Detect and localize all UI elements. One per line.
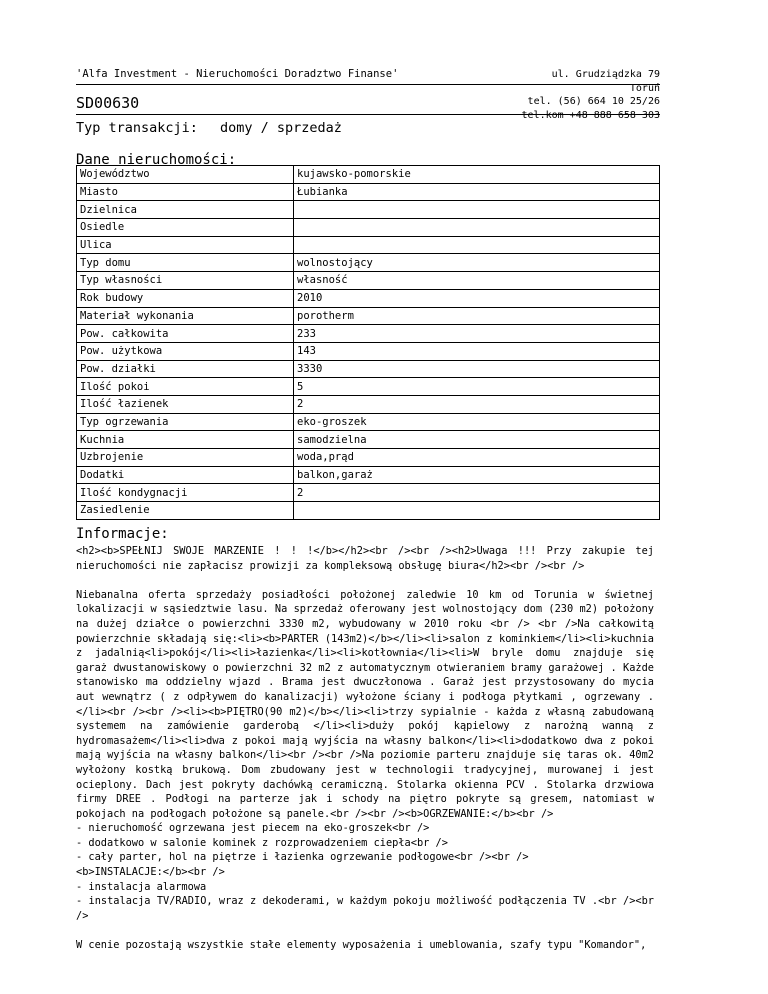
property-row [77, 449, 660, 467]
property-row [77, 254, 660, 272]
property-row [77, 484, 660, 502]
property-value: 2010 [294, 289, 660, 307]
property-row [77, 342, 660, 360]
property-value: 233 [294, 325, 660, 343]
property-key: Zasiedlenie [77, 502, 294, 520]
property-value [294, 236, 660, 254]
property-row [77, 201, 660, 219]
offer-code: SD00630 [76, 94, 140, 112]
transaction-value: domy / sprzedaż [220, 120, 342, 136]
property-row [77, 431, 660, 449]
property-value: 143 [294, 342, 660, 360]
property-key: Ilość kondygnacji [77, 484, 294, 502]
property-value: 5 [294, 378, 660, 396]
property-row [77, 360, 660, 378]
property-row [77, 466, 660, 484]
property-key: Ilość łazienek [77, 395, 294, 413]
property-value: własność [294, 272, 660, 290]
property-row [77, 272, 660, 290]
property-key: Osiedle [77, 219, 294, 237]
company-name: 'Alfa Investment - Nieruchomości Doradztwo Finanse' [76, 68, 399, 80]
property-key: Typ domu [77, 254, 294, 272]
property-key: Rok budowy [77, 289, 294, 307]
address-phone: tel. (56) 664 10 25/26 [527, 96, 660, 107]
property-key: Kuchnia [77, 431, 294, 449]
property-row [77, 183, 660, 201]
property-key: Dodatki [77, 466, 294, 484]
property-row [77, 502, 660, 520]
property-key: Uzbrojenie [77, 449, 294, 467]
property-row [77, 289, 660, 307]
property-row [77, 413, 660, 431]
property-section-title: Dane nieruchomości: [76, 152, 237, 168]
property-key: Typ własności [77, 272, 294, 290]
property-row [77, 395, 660, 413]
property-value: 3330 [294, 360, 660, 378]
property-value: wolnostojący [294, 254, 660, 272]
property-key: Pow. użytkowa [77, 342, 294, 360]
property-value: 2 [294, 395, 660, 413]
property-value: porotherm [294, 307, 660, 325]
address-mobile: tel.kom +48 888 658 303 [521, 109, 660, 121]
property-value: kujawsko-pomorskie [294, 166, 660, 184]
property-value: balkon,garaż [294, 466, 660, 484]
property-value: woda,prąd [294, 449, 660, 467]
header-divider [76, 84, 660, 85]
property-row [77, 325, 660, 343]
property-value [294, 201, 660, 219]
property-row [77, 307, 660, 325]
info-text: <h2><b>SPEŁNIJ SWOJE MARZENIE ! ! !</b></h2><br /><br /><h2>Uwaga !!! Przy zakupie tej nieruchomości nie zapłacisz prowizji za kompleksową obsługę biura</h2><br /><br /> Niebanalna oferta sprzedaży posiadłości położonej zaledwie 10 km od Torunia w świetnej lokalizacji w sąsiedztwie lasu. Na sprzedaż oferowany jest wolnostojący dom (230 m2) położony na dużej działce o powierzchni 3330 m2, wybudowany w 2010 roku <br /> <br />Na całkowitą powierzchnie składają się:<li><b>PARTER (143m2)</b></li><li>salon z kominkiem</li><li>kuchnia z jadalnią<li>pokój</li><li>łazienka</li><li>kotłownia</li><li>W bryle domu znajduje się garaż dwustanowiskowy o powierzchni 32 m2 z automatycznym otwieraniem bramy garażowej . Każde stanowisko ma oddzielny wjazd . Brama jest dwuczłonowa . Garaż jest przystosowany do mycia aut wewnątrz ( z odpływem do kanalizacji) wyłożone ściany i podłoga płytkami , ogrzewany .</li><br /><br /><li><b>PIĘTRO(90 m2)</b></li><li>trzy sypialnie - każda z własną zabudowaną systemem na zamówienie garderobą </li><li>duży pokój kąpielowy z narożną wanną z hydromasażem</li><li>dwa z pokoi mają wyjścia na własny balkon</li><li>dodatkowo dwa z pokoi mają wyjścia na własny balkon</li><br /><br />Na poziomie parteru znajduje się taras ok. 40m2 wyłożony kostką brukową. Dom zbudowany jest w technologii tradycyjnej, murowanej i jest ocieplony. Dach jest pokryty dachówką ceramiczną. Stolarka okienna PCV . Stolarka drzwiowa firmy DREE . Podłogi na parterze jak i schody na piętro pokryte są gresem, natomiast w pokojach na podłogach położone są panele.<br /><br /><b>OGRZEWANIE:</b><br /> - nieruchomość ogrzewana jest piecem na eko-groszek<br /> - dodatkowo w salonie kominek z rozprowadzeniem ciepła<br /> - cały parter, hol na piętrze i łazienka ogrzewanie podłogowe<br /><br /> <b>INSTALACJE:</b><br /> - instalacja alarmowa - instalacja TV/RADIO, wraz z dekoderami, w każdym pokoju możliwość podłączenia TV .<br /><br /> W cenie pozostają wszystkie stałe elementy wyposażenia i umeblowania, szafy typu "Komandor", [76, 545, 654, 952]
property-value: eko-groszek [294, 413, 660, 431]
property-row [77, 219, 660, 237]
property-row [77, 166, 660, 184]
property-value: 2 [294, 484, 660, 502]
property-row [77, 236, 660, 254]
property-key: Pow. całkowita [77, 325, 294, 343]
transaction-label: Typ transakcji: [76, 120, 198, 136]
property-key: Materiał wykonania [77, 307, 294, 325]
property-key: Ulica [77, 236, 294, 254]
property-value [294, 219, 660, 237]
property-key: Dzielnica [77, 201, 294, 219]
property-value: samodzielna [294, 431, 660, 449]
property-value: Łubianka [294, 183, 660, 201]
property-key: Miasto [77, 183, 294, 201]
address-city: Toruń [629, 82, 660, 94]
property-value [294, 502, 660, 520]
property-key: Ilość pokoi [77, 378, 294, 396]
property-table [76, 165, 660, 520]
property-key: Województwo [77, 166, 294, 184]
info-section-title: Informacje: [76, 526, 169, 542]
address-street: ul. Grudziądzka 79 [551, 69, 660, 80]
code-divider [76, 114, 660, 115]
property-key: Typ ogrzewania [77, 413, 294, 431]
property-row [77, 378, 660, 396]
property-key: Pow. działki [77, 360, 294, 378]
